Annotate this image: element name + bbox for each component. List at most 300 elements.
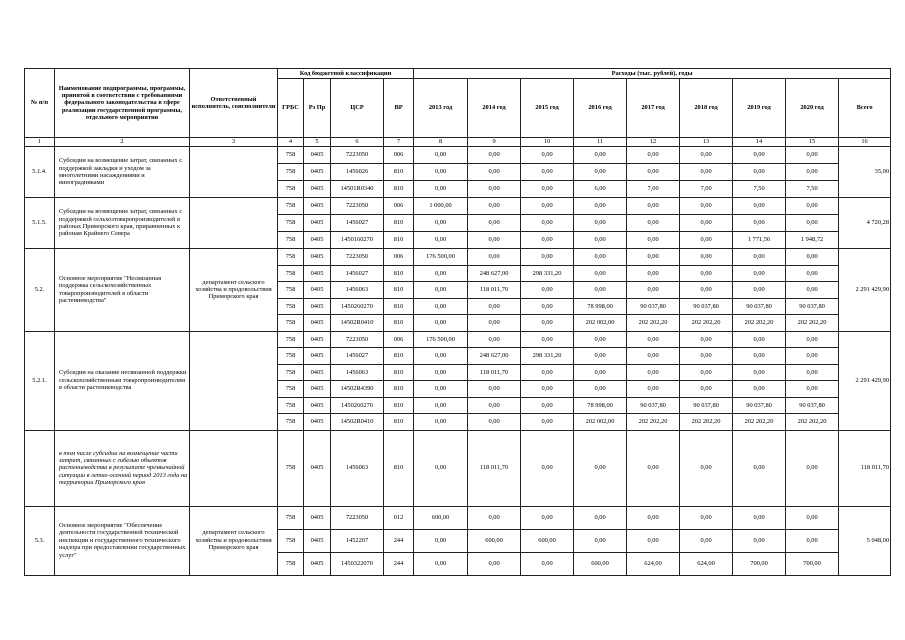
measure-name: Субсидии на возмещение затрат, связанных с поддержкой сельхозтоваропроизводителей в районах Приморского края, приравненных к районам Крайнего Севера — [55, 198, 190, 249]
expense-cell: 0,00 — [414, 414, 468, 431]
expense-cell: 0,00 — [733, 164, 786, 181]
expense-cell: 0,00 — [786, 249, 839, 266]
expense-cell: 0,00 — [521, 381, 574, 398]
code-cell: 0405 — [304, 282, 331, 299]
expense-cell: 0,00 — [521, 249, 574, 266]
expense-cell: 0,00 — [574, 265, 627, 282]
expense-cell: 0,00 — [468, 164, 521, 181]
code-cell: 810 — [384, 430, 414, 506]
header-expenses-group: Расходы (тыс. рублей), годы — [414, 69, 891, 79]
code-cell: 244 — [384, 552, 414, 575]
expense-cell: 0,00 — [468, 414, 521, 431]
code-cell: 006 — [384, 147, 414, 164]
expense-cell: 202 202,20 — [786, 315, 839, 332]
responsible-executor — [190, 331, 278, 430]
code-cell: 0405 — [304, 147, 331, 164]
expense-cell: 600,00 — [414, 506, 468, 529]
expense-cell: 202 002,00 — [574, 315, 627, 332]
total-cell: 5 048,00 — [839, 506, 891, 575]
expense-cell: 202 202,20 — [733, 414, 786, 431]
total-cell: 2 291 429,90 — [839, 249, 891, 332]
expense-cell: 7,50 — [786, 181, 839, 198]
column-number: 10 — [521, 138, 574, 147]
expense-cell: 0,00 — [468, 506, 521, 529]
header-year: 2019 год — [733, 79, 786, 138]
expense-cell: 0,00 — [468, 381, 521, 398]
code-cell: 810 — [384, 215, 414, 232]
expense-cell: 298 331,20 — [521, 265, 574, 282]
expense-cell: 90 037,80 — [680, 298, 733, 315]
expense-cell: 700,00 — [733, 552, 786, 575]
header-code: ГРБС — [278, 79, 304, 138]
expense-cell: 0,00 — [627, 215, 680, 232]
expense-cell: 0,00 — [574, 249, 627, 266]
column-number: 3 — [190, 138, 278, 147]
column-number: 12 — [627, 138, 680, 147]
responsible-executor — [190, 198, 278, 249]
expense-cell: 0,00 — [521, 232, 574, 249]
code-cell: 758 — [278, 430, 304, 506]
code-cell: 758 — [278, 198, 304, 215]
expense-cell: 0,00 — [521, 198, 574, 215]
expense-cell: 0,00 — [521, 282, 574, 299]
expense-cell: 0,00 — [786, 282, 839, 299]
row-number — [25, 430, 55, 506]
expense-cell: 0,00 — [627, 198, 680, 215]
expense-cell: 248 627,00 — [468, 265, 521, 282]
code-cell: 0405 — [304, 414, 331, 431]
expense-cell: 118 011,70 — [468, 430, 521, 506]
expense-cell: 0,00 — [680, 506, 733, 529]
expense-cell: 0,00 — [627, 529, 680, 552]
code-cell: 1456063 — [331, 282, 384, 299]
expense-cell: 90 037,80 — [627, 397, 680, 414]
code-cell: 1450322070 — [331, 552, 384, 575]
header-name: Наименование подпрограммы, программы, принятой в соответствии с требованиями федерального законодательства в сфере реализации государственной программы, отдельного мероприятия — [55, 69, 190, 138]
header-code: ВР — [384, 79, 414, 138]
code-cell: 0405 — [304, 397, 331, 414]
expense-cell: 0,00 — [574, 164, 627, 181]
code-cell: 0405 — [304, 506, 331, 529]
code-cell: 810 — [384, 348, 414, 365]
row-number: 5.2.1. — [25, 331, 55, 430]
expense-cell: 0,00 — [786, 331, 839, 348]
expense-cell: 0,00 — [468, 198, 521, 215]
code-cell: 14501R0340 — [331, 181, 384, 198]
expense-cell: 0,00 — [574, 331, 627, 348]
expense-cell: 78 998,00 — [574, 298, 627, 315]
expense-cell: 0,00 — [574, 232, 627, 249]
measure-name: в том числе субсидии на возмещение части затрат, связанных с гибелью объектов растениеводства в результате чрезвычайной ситуации в летне-осенний период 2013 года на территории Приморского края — [55, 430, 190, 506]
expense-cell: 700,00 — [786, 552, 839, 575]
expense-cell: 0,00 — [414, 164, 468, 181]
header-total: Всего — [839, 79, 891, 138]
code-cell: 758 — [278, 147, 304, 164]
expense-cell: 0,00 — [627, 364, 680, 381]
code-cell: 0405 — [304, 215, 331, 232]
row-number: 5.1.5. — [25, 198, 55, 249]
row-number: 5.2. — [25, 249, 55, 332]
header-year: 2017 год — [627, 79, 680, 138]
code-cell: 758 — [278, 364, 304, 381]
code-cell: 7223050 — [331, 249, 384, 266]
expense-cell: 0,00 — [468, 552, 521, 575]
expense-cell: 118 011,70 — [468, 282, 521, 299]
expense-cell: 0,00 — [574, 381, 627, 398]
code-cell: 1456027 — [331, 348, 384, 365]
header-year: 2020 год — [786, 79, 839, 138]
code-cell: 810 — [384, 181, 414, 198]
code-cell: 244 — [384, 529, 414, 552]
header-year: 2018 год — [680, 79, 733, 138]
code-cell: 1452207 — [331, 529, 384, 552]
code-cell: 0405 — [304, 232, 331, 249]
column-number: 15 — [786, 138, 839, 147]
code-cell: 0405 — [304, 265, 331, 282]
expense-cell: 0,00 — [468, 331, 521, 348]
column-number: 8 — [414, 138, 468, 147]
expense-cell: 0,00 — [521, 331, 574, 348]
expense-cell: 0,00 — [786, 506, 839, 529]
expense-cell: 0,00 — [521, 164, 574, 181]
expense-cell: 0,00 — [414, 397, 468, 414]
measure-name: Субсидии на возмещение затрат, связанных с поддержкой закладки и уходом за многолетними насаждениями и виноградниками — [55, 147, 190, 198]
column-number: 16 — [839, 138, 891, 147]
column-number: 11 — [574, 138, 627, 147]
code-cell: 1456027 — [331, 215, 384, 232]
expense-cell: 0,00 — [521, 315, 574, 332]
expense-cell: 0,00 — [414, 552, 468, 575]
expense-cell: 248 627,00 — [468, 348, 521, 365]
code-cell: 758 — [278, 414, 304, 431]
expense-cell: 0,00 — [574, 215, 627, 232]
expense-cell: 0,00 — [680, 348, 733, 365]
column-number: 6 — [331, 138, 384, 147]
column-number: 9 — [468, 138, 521, 147]
expense-cell: 202 202,20 — [627, 414, 680, 431]
expense-cell: 78 998,00 — [574, 397, 627, 414]
code-cell: 0405 — [304, 315, 331, 332]
expense-cell: 0,00 — [786, 265, 839, 282]
expense-cell: 0,00 — [733, 348, 786, 365]
expense-cell: 0,00 — [786, 215, 839, 232]
code-cell: 758 — [278, 381, 304, 398]
column-number: 2 — [55, 138, 190, 147]
expense-cell: 0,00 — [414, 147, 468, 164]
expense-cell: 1 000,00 — [414, 198, 468, 215]
expense-cell: 0,00 — [627, 348, 680, 365]
code-cell: 758 — [278, 298, 304, 315]
column-number: 7 — [384, 138, 414, 147]
expense-cell: 0,00 — [414, 265, 468, 282]
code-cell: 810 — [384, 414, 414, 431]
expense-cell: 0,00 — [521, 181, 574, 198]
expense-cell: 0,00 — [733, 364, 786, 381]
expense-cell: 90 037,80 — [786, 397, 839, 414]
expense-cell: 7,50 — [733, 181, 786, 198]
code-cell: 758 — [278, 181, 304, 198]
expense-cell: 0,00 — [521, 364, 574, 381]
expense-cell: 0,00 — [521, 298, 574, 315]
expense-cell: 0,00 — [627, 331, 680, 348]
expense-cell: 0,00 — [468, 315, 521, 332]
responsible-executor — [190, 430, 278, 506]
expense-cell: 0,00 — [414, 348, 468, 365]
expense-cell: 0,00 — [414, 298, 468, 315]
expense-cell: 0,00 — [574, 198, 627, 215]
expense-cell: 0,00 — [680, 249, 733, 266]
expense-cell: 90 037,80 — [627, 298, 680, 315]
expense-cell: 202 202,20 — [680, 414, 733, 431]
code-cell: 14502R0410 — [331, 414, 384, 431]
column-number: 13 — [680, 138, 733, 147]
expense-cell: 0,00 — [414, 364, 468, 381]
expense-cell: 0,00 — [627, 381, 680, 398]
code-cell: 14502R4390 — [331, 381, 384, 398]
expense-cell: 202 202,20 — [733, 315, 786, 332]
expense-cell: 0,00 — [574, 282, 627, 299]
expense-cell: 1 948,72 — [786, 232, 839, 249]
expense-cell: 6,00 — [574, 181, 627, 198]
expense-cell: 0,00 — [414, 315, 468, 332]
column-number: 14 — [733, 138, 786, 147]
expense-cell: 0,00 — [574, 506, 627, 529]
expense-cell: 0,00 — [786, 364, 839, 381]
expense-cell: 0,00 — [574, 430, 627, 506]
code-cell: 758 — [278, 315, 304, 332]
expense-cell: 0,00 — [521, 147, 574, 164]
expense-cell: 0,00 — [680, 147, 733, 164]
expense-cell: 0,00 — [680, 164, 733, 181]
total-cell: 2 291 429,90 — [839, 331, 891, 430]
code-cell: 7223050 — [331, 506, 384, 529]
code-cell: 1450260270 — [331, 397, 384, 414]
expense-cell: 90 037,80 — [786, 298, 839, 315]
code-cell: 758 — [278, 265, 304, 282]
code-cell: 0405 — [304, 381, 331, 398]
expense-cell: 0,00 — [574, 529, 627, 552]
expense-cell: 624,00 — [680, 552, 733, 575]
code-cell: 0405 — [304, 552, 331, 575]
expense-cell: 0,00 — [733, 506, 786, 529]
expense-cell: 202 002,00 — [574, 414, 627, 431]
code-cell: 758 — [278, 331, 304, 348]
expense-cell: 0,00 — [733, 430, 786, 506]
expense-cell: 0,00 — [627, 147, 680, 164]
expense-cell: 0,00 — [468, 232, 521, 249]
code-cell: 1456063 — [331, 364, 384, 381]
expense-cell: 0,00 — [680, 529, 733, 552]
expense-cell: 0,00 — [521, 414, 574, 431]
code-cell: 0405 — [304, 430, 331, 506]
code-cell: 810 — [384, 298, 414, 315]
expense-cell: 600,00 — [468, 529, 521, 552]
code-cell: 810 — [384, 232, 414, 249]
header-code: ЦСР — [331, 79, 384, 138]
code-cell: 810 — [384, 381, 414, 398]
code-cell: 758 — [278, 164, 304, 181]
code-cell: 758 — [278, 552, 304, 575]
code-cell: 0405 — [304, 331, 331, 348]
code-cell: 7223050 — [331, 147, 384, 164]
column-number-row — [25, 138, 891, 147]
expense-cell: 0,00 — [680, 282, 733, 299]
expense-cell: 202 202,20 — [627, 315, 680, 332]
expense-cell: 0,00 — [680, 265, 733, 282]
header-responsible: Ответственный исполнитель, соисполнители — [190, 69, 278, 138]
code-cell: 0405 — [304, 298, 331, 315]
expense-cell: 0,00 — [680, 364, 733, 381]
measure-name: Субсидии на оказание несвязанной поддержки сельскохозяйственным товаропроизводителям в области растениеводства — [55, 331, 190, 430]
expense-cell: 0,00 — [733, 215, 786, 232]
code-cell: 810 — [384, 282, 414, 299]
expense-cell: 90 037,80 — [733, 397, 786, 414]
header-num: № п/п — [25, 69, 55, 138]
expense-cell: 0,00 — [468, 147, 521, 164]
expense-cell: 0,00 — [521, 506, 574, 529]
code-cell: 758 — [278, 397, 304, 414]
code-cell: 7223050 — [331, 331, 384, 348]
expense-cell: 0,00 — [627, 265, 680, 282]
expense-cell: 0,00 — [414, 232, 468, 249]
expense-cell: 0,00 — [680, 215, 733, 232]
column-number: 5 — [304, 138, 331, 147]
expense-cell: 0,00 — [414, 282, 468, 299]
expense-cell: 0,00 — [733, 198, 786, 215]
table-row — [25, 506, 891, 529]
expense-cell: 0,00 — [468, 397, 521, 414]
expense-cell: 624,00 — [627, 552, 680, 575]
code-cell: 0405 — [304, 348, 331, 365]
responsible-executor: департамент сельского хозяйства и продовольствия Приморского края — [190, 506, 278, 575]
expense-cell: 600,00 — [574, 552, 627, 575]
expense-cell: 0,00 — [680, 430, 733, 506]
code-cell: 0405 — [304, 181, 331, 198]
expense-cell: 0,00 — [627, 164, 680, 181]
code-cell: 1456063 — [331, 430, 384, 506]
code-cell: 1456027 — [331, 265, 384, 282]
budget-table — [24, 68, 891, 576]
expense-cell: 0,00 — [468, 181, 521, 198]
code-cell: 810 — [384, 315, 414, 332]
expense-cell: 0,00 — [414, 529, 468, 552]
expense-cell: 0,00 — [627, 249, 680, 266]
expense-cell: 0,00 — [733, 249, 786, 266]
expense-cell: 0,00 — [414, 215, 468, 232]
responsible-executor: департамент сельского хозяйства и продовольствия Приморского края — [190, 249, 278, 332]
code-cell: 0405 — [304, 164, 331, 181]
column-number: 1 — [25, 138, 55, 147]
expense-cell: 1 771,56 — [733, 232, 786, 249]
expense-cell: 0,00 — [627, 430, 680, 506]
expense-cell: 0,00 — [786, 164, 839, 181]
table-row — [25, 430, 891, 506]
expense-cell: 0,00 — [733, 282, 786, 299]
code-cell: 758 — [278, 232, 304, 249]
expense-cell: 0,00 — [733, 265, 786, 282]
expense-cell: 0,00 — [786, 430, 839, 506]
expense-cell: 0,00 — [414, 381, 468, 398]
header-code: Рз Пр — [304, 79, 331, 138]
expense-cell: 0,00 — [786, 381, 839, 398]
header-year: 2015 год — [521, 79, 574, 138]
code-cell: 758 — [278, 529, 304, 552]
expense-cell: 0,00 — [786, 348, 839, 365]
header-code-group: Код бюджетной классификации — [278, 69, 414, 79]
expense-cell: 0,00 — [786, 529, 839, 552]
row-number: 5.3. — [25, 506, 55, 575]
expense-cell: 0,00 — [521, 552, 574, 575]
code-cell: 758 — [278, 506, 304, 529]
expense-cell: 298 331,20 — [521, 348, 574, 365]
expense-cell: 0,00 — [680, 331, 733, 348]
expense-cell: 0,00 — [521, 397, 574, 414]
measure-name: Основное мероприятие "Несвязанная поддержка сельскохозяйственных товаропроизводителей в области растениеводства" — [55, 249, 190, 332]
code-cell: 0405 — [304, 249, 331, 266]
expense-cell: 0,00 — [521, 430, 574, 506]
table-row — [25, 147, 891, 164]
expense-cell: 0,00 — [521, 215, 574, 232]
code-cell: 810 — [384, 265, 414, 282]
expense-cell: 0,00 — [414, 430, 468, 506]
expense-cell: 176 500,00 — [414, 331, 468, 348]
code-cell: 0405 — [304, 198, 331, 215]
code-cell: 006 — [384, 331, 414, 348]
code-cell: 1456026 — [331, 164, 384, 181]
expense-cell: 0,00 — [574, 147, 627, 164]
expense-cell: 0,00 — [733, 147, 786, 164]
expense-cell: 0,00 — [468, 215, 521, 232]
expense-cell: 0,00 — [786, 198, 839, 215]
expense-cell: 0,00 — [733, 381, 786, 398]
measure-name: Основное мероприятие "Обеспечение деятельности государственной технической инспекции и государственного технического надзора при предоставлении государственных услуг" — [55, 506, 190, 575]
code-cell: 0405 — [304, 529, 331, 552]
code-cell: 14502R0410 — [331, 315, 384, 332]
expense-cell: 0,00 — [627, 232, 680, 249]
column-number: 4 — [278, 138, 304, 147]
code-cell: 810 — [384, 164, 414, 181]
responsible-executor — [190, 147, 278, 198]
expense-cell: 0,00 — [468, 249, 521, 266]
row-number: 5.1.4. — [25, 147, 55, 198]
code-cell: 1450160270 — [331, 232, 384, 249]
expense-cell: 90 037,80 — [680, 397, 733, 414]
expense-cell: 0,00 — [680, 198, 733, 215]
expense-cell: 0,00 — [574, 348, 627, 365]
code-cell: 758 — [278, 348, 304, 365]
code-cell: 1450260270 — [331, 298, 384, 315]
expense-cell: 0,00 — [627, 282, 680, 299]
code-cell: 006 — [384, 198, 414, 215]
expense-cell: 90 037,80 — [733, 298, 786, 315]
total-cell: 118 011,70 — [839, 430, 891, 506]
expense-cell: 0,00 — [574, 364, 627, 381]
table-row — [25, 249, 891, 266]
expense-cell: 0,00 — [680, 232, 733, 249]
expense-cell: 0,00 — [468, 298, 521, 315]
total-cell: 4 720,28 — [839, 198, 891, 249]
expense-cell: 0,00 — [414, 181, 468, 198]
table-body — [25, 147, 891, 576]
code-cell: 7223050 — [331, 198, 384, 215]
header-year: 2014 год — [468, 79, 521, 138]
expense-cell: 600,00 — [521, 529, 574, 552]
code-cell: 012 — [384, 506, 414, 529]
code-cell: 758 — [278, 282, 304, 299]
expense-cell: 0,00 — [627, 506, 680, 529]
expense-cell: 0,00 — [733, 331, 786, 348]
expense-cell: 7,00 — [680, 181, 733, 198]
